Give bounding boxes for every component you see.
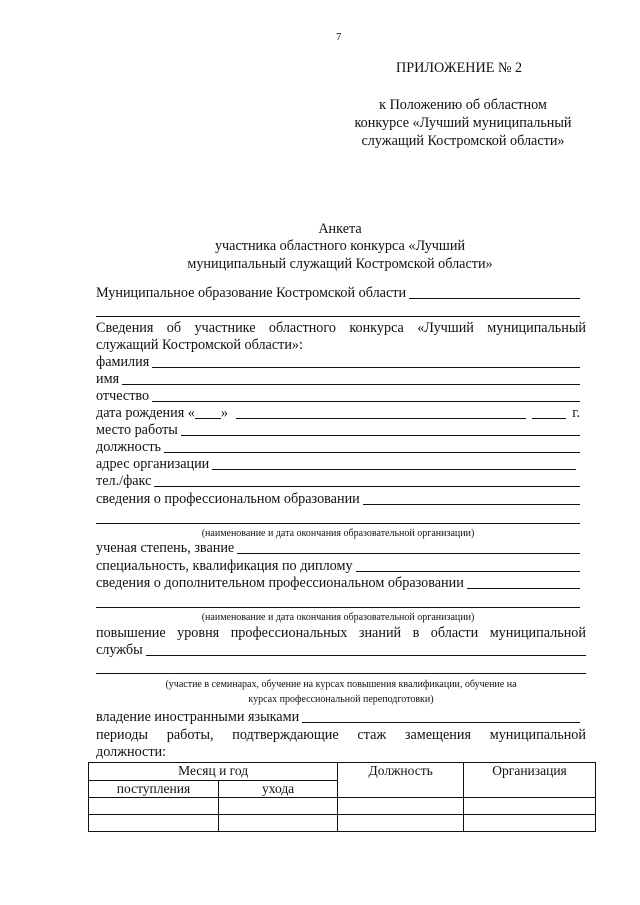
birth-year-field[interactable] — [532, 418, 566, 419]
appendix-line-1: к Положению об областном — [379, 97, 547, 113]
workplace-row — [96, 422, 580, 439]
page-number: 7 — [336, 31, 342, 43]
municipality-label: Муниципальное образование Костромской области — [96, 285, 407, 301]
education-note: (наименование и дата окончания образовательной организации) — [201, 528, 475, 539]
table-cell[interactable] — [338, 815, 464, 832]
qualification-line-2[interactable] — [96, 673, 586, 674]
phone-fax-row — [96, 473, 580, 490]
position-header: Должность — [338, 763, 464, 798]
table-cell[interactable] — [89, 815, 219, 832]
languages-label: владение иностранными языками — [96, 709, 300, 725]
periods-line-1: периоды работы, подтверждающие стаж замещения муниципальной — [96, 727, 586, 743]
appendix-line-3: служащий Костромской области» — [361, 133, 565, 149]
municipality-row — [96, 285, 580, 302]
appendix-line-2: конкурсе «Лучший муниципальный — [354, 115, 572, 131]
position-label: должность — [96, 439, 162, 455]
phone-fax-field[interactable] — [154, 486, 580, 487]
degree-label: ученая степень, звание — [96, 540, 235, 556]
table-row — [89, 798, 596, 815]
surname-row — [96, 354, 580, 371]
organization-header: Организация — [464, 763, 596, 798]
end-header: ухода — [218, 781, 337, 798]
surname-field[interactable] — [152, 367, 580, 368]
info-heading-line-1: Сведения об участнике областного конкурса «Лучший муниципальный — [96, 320, 586, 336]
qualification-note-1: (участие в семинарах, обучение на курсах повышения квалификации, обучение на — [165, 679, 517, 690]
name-label: имя — [96, 371, 120, 387]
surname-label: фамилия — [96, 354, 150, 370]
start-header: поступления — [89, 781, 219, 798]
qualification-label: службы — [96, 642, 143, 658]
education-label: сведения о профессиональном образовании — [96, 491, 360, 507]
appendix-title: ПРИЛОЖЕНИЕ № 2 — [396, 60, 523, 76]
info-heading-line-2: служащий Костромской области»: — [96, 337, 303, 353]
patronymic-label: отчество — [96, 388, 150, 404]
birth-month-field[interactable] — [236, 418, 526, 419]
qualification-line-1: повышение уровня профессиональных знаний в области муниципальной — [96, 625, 586, 641]
municipality-field[interactable] — [409, 298, 580, 299]
specialty-row — [96, 558, 580, 575]
position-field[interactable] — [164, 452, 580, 453]
position-row — [96, 439, 580, 456]
additional-education-row — [96, 575, 580, 592]
education-field[interactable] — [363, 504, 580, 505]
table-cell[interactable] — [464, 798, 596, 815]
table-cell[interactable] — [464, 815, 596, 832]
languages-field[interactable] — [302, 722, 580, 723]
additional-education-note: (наименование и дата окончания образовательной организации) — [201, 612, 475, 623]
org-address-row — [96, 456, 576, 473]
work-periods-table — [88, 762, 596, 832]
table-cell[interactable] — [338, 798, 464, 815]
table-row — [89, 815, 596, 832]
name-row — [96, 371, 580, 388]
birth-day-field[interactable] — [195, 418, 221, 419]
month-year-header: Месяц и год — [89, 763, 338, 781]
form-title-2: участника областного конкурса «Лучший — [214, 238, 466, 254]
table-header-row — [89, 763, 596, 781]
form-title-3: муниципальный служащий Костромской области» — [187, 256, 493, 272]
education-field-line-2[interactable] — [96, 523, 580, 524]
name-field[interactable] — [122, 384, 580, 385]
workplace-field[interactable] — [181, 435, 580, 436]
qualification-field[interactable] — [146, 655, 586, 656]
additional-education-line-2[interactable] — [96, 607, 580, 608]
phone-fax-label: тел./факс — [96, 473, 152, 489]
periods-line-2: должности: — [96, 744, 167, 760]
org-address-field[interactable] — [212, 469, 576, 470]
patronymic-row — [96, 388, 580, 405]
qualification-note-2: курсах профессиональной переподготовки) — [248, 694, 434, 705]
org-address-label: адрес организации — [96, 456, 210, 472]
degree-row — [96, 540, 580, 557]
education-row — [96, 491, 580, 508]
birth-date-row — [96, 405, 580, 422]
municipality-field-line-2[interactable] — [96, 316, 580, 317]
form-title-1: Анкета — [318, 221, 362, 237]
table-cell[interactable] — [218, 815, 337, 832]
patronymic-field[interactable] — [152, 401, 580, 402]
birth-date-label: дата рождения « — [96, 405, 195, 421]
table-cell[interactable] — [89, 798, 219, 815]
degree-field[interactable] — [237, 553, 580, 554]
additional-education-label: сведения о дополнительном профессиональном образовании — [96, 575, 464, 591]
specialty-label: специальность, квалификация по диплому — [96, 558, 353, 574]
workplace-label: место работы — [96, 422, 178, 438]
birth-year-suffix: г. — [572, 405, 580, 421]
specialty-field[interactable] — [356, 571, 580, 572]
languages-row — [96, 709, 580, 726]
qualification-row — [96, 642, 586, 659]
table-cell[interactable] — [218, 798, 337, 815]
additional-education-field[interactable] — [467, 588, 580, 589]
birth-date-close-quote: » — [220, 405, 228, 421]
